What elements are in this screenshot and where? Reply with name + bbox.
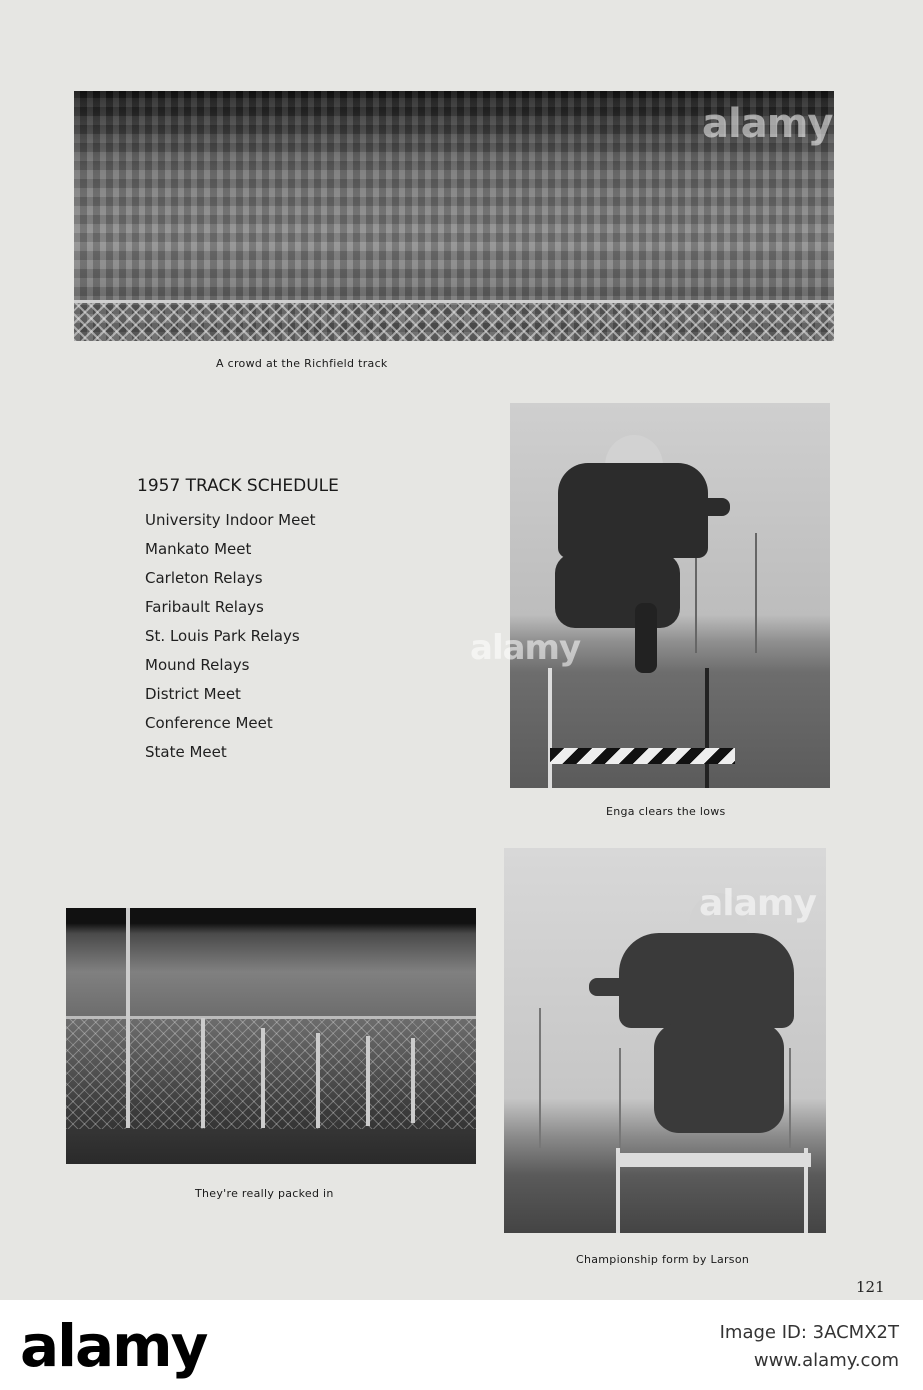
- athlete-legs: [654, 1023, 784, 1133]
- schedule-item: District Meet: [145, 685, 241, 703]
- hurdle-post: [705, 668, 709, 788]
- fence-post: [201, 1018, 205, 1128]
- tree: [695, 543, 697, 653]
- caption-top: A crowd at the Richfield track: [216, 357, 388, 370]
- site-url: www.alamy.com: [753, 1350, 899, 1371]
- schedule-list: [145, 510, 315, 771]
- schedule-title: 1957 TRACK SCHEDULE: [137, 476, 339, 496]
- fence-post: [411, 1038, 415, 1123]
- schedule-item: Mound Relays: [145, 656, 250, 674]
- watermark: alamy: [470, 628, 581, 668]
- schedule-item: St. Louis Park Relays: [145, 627, 300, 645]
- page-number: 121: [856, 1278, 885, 1296]
- schedule-item: Conference Meet: [145, 714, 273, 732]
- hurdle-post: [548, 668, 552, 788]
- athlete-legs: [555, 553, 680, 628]
- tree: [619, 1048, 621, 1148]
- caption-enga: Enga clears the lows: [606, 805, 726, 818]
- caption-packed: They're really packed in: [195, 1187, 334, 1200]
- stock-footer: [0, 1300, 923, 1390]
- fence-post: [261, 1028, 265, 1128]
- schedule-item: Mankato Meet: [145, 540, 252, 558]
- caption-larson: Championship form by Larson: [576, 1253, 750, 1266]
- fence: [74, 300, 834, 341]
- schedule-item: University Indoor Meet: [145, 511, 316, 529]
- tree: [789, 1048, 791, 1148]
- athlete-shoe: [635, 603, 657, 673]
- hurdle-photo-enga: [470, 403, 830, 788]
- schedule-item: State Meet: [145, 743, 227, 761]
- hurdle-bar: [616, 1153, 811, 1167]
- tree: [755, 533, 757, 653]
- tree: [539, 1008, 541, 1148]
- watermark: alamy: [702, 101, 833, 147]
- light-pole: [126, 908, 130, 1128]
- crowd-photo-top: [74, 91, 834, 341]
- crowd-photo-bottom: [66, 908, 476, 1164]
- athlete-arm: [690, 498, 730, 516]
- athlete-body: [619, 933, 794, 1028]
- fence-post: [316, 1033, 320, 1128]
- schedule-item: Carleton Relays: [145, 569, 263, 587]
- athlete-body: [558, 463, 708, 558]
- fence-post: [366, 1036, 370, 1126]
- image-id: Image ID: 3ACMX2T: [719, 1322, 899, 1343]
- athlete-arm: [589, 978, 634, 996]
- schedule-item: Faribault Relays: [145, 598, 264, 616]
- hurdle-photo-larson: [504, 848, 826, 1233]
- watermark: alamy: [699, 883, 816, 924]
- alamy-logo: alamy: [20, 1312, 207, 1380]
- hurdle-bar: [550, 748, 735, 764]
